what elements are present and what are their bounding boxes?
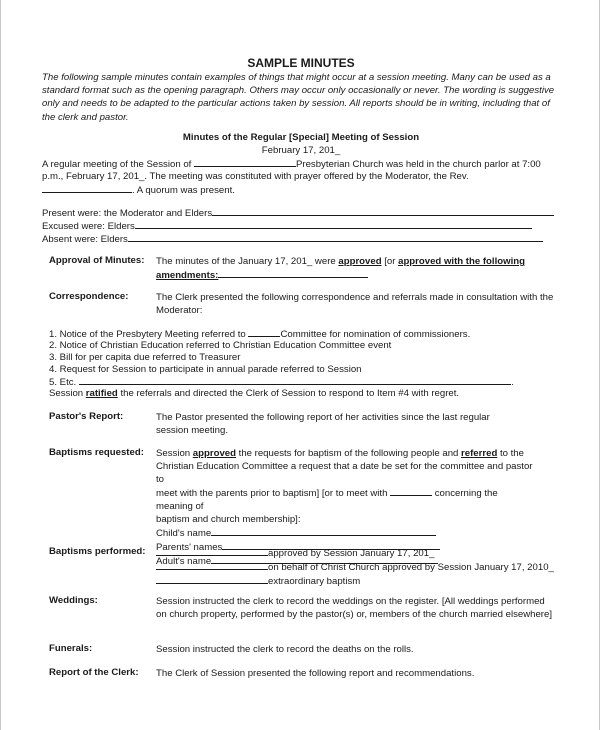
baptisms-performed-text: approved by Session January 17, 201_ on behalf of Christ Church approved by Session January 17, 2010_ extraordinary baptism (156, 546, 556, 588)
approval-label: Approval of Minutes: (49, 255, 145, 266)
funerals-text: Session instructed the clerk to record the deaths on the rolls. (156, 644, 414, 655)
meeting-date: February 17, 201_ (261, 145, 341, 156)
blank-line (135, 219, 532, 229)
funerals-label: Funerals: (49, 643, 93, 654)
correspondence-item-1: 1. Notice of the Presbytery Meeting referred to Committee for nomination of commissioners. (49, 329, 471, 340)
correspondence-text: The Clerk presented the following correspondence and referrals made in consultation with the Moderator: (156, 292, 554, 316)
blank-line (42, 183, 132, 193)
blank-line (212, 206, 554, 216)
blank-line (79, 375, 511, 385)
baptisms-requested-label: Baptisms requested: (49, 447, 144, 458)
blank-line (156, 560, 268, 570)
blank-line (156, 574, 268, 584)
weddings-text: Session instructed the clerk to record the weddings on the register. [All weddings performed on church property, performed by the pastor(s) or, members of the church married elsewhere] (156, 596, 553, 620)
opening-line-2: p.m., February 17, 201_. The meeting was constituted with prayer offered by the Moderator, the Rev. (42, 171, 469, 182)
pastor-text: The Pastor presented the following report of her activities since the last regular session meeting. (156, 412, 490, 436)
blank-line (211, 526, 436, 536)
meeting-title: Minutes of the Regular [Special] Meeting of Session (182, 132, 420, 143)
baptisms-performed-label: Baptisms performed: (49, 546, 146, 557)
correspondence-label: Correspondence: (49, 291, 129, 302)
document-title: SAMPLE MINUTES (247, 56, 355, 70)
excused-line: Excused were: Elders (42, 219, 532, 233)
present-line: Present were: the Moderator and Elders (42, 206, 554, 220)
correspondence-item-4: 4. Request for Session to participate in annual parade referred to Session (49, 364, 362, 375)
blank-line (194, 157, 296, 167)
ratified-line: Session ratified the referrals and directed the Clerk of Session to respond to Item #4 with regret. (49, 388, 460, 399)
approval-text: The minutes of the January 17, 201_ were approved [or approved with the following amendments: (156, 256, 525, 281)
correspondence-item-2: 2. Notice of Christian Education referred to Christian Education Committee event (49, 340, 392, 351)
opening-line-1: A regular meeting of the Session of Presbyterian Church was held in the church parlor at 7:00 (42, 159, 541, 170)
absent-line: Absent were: Elders (42, 232, 543, 246)
clerk-text: The Clerk of Session presented the following report and recommendations. (156, 668, 475, 679)
blank-line (156, 546, 268, 556)
correspondence-item-3: 3. Bill for per capita due referred to Treasurer (49, 352, 241, 363)
correspondence-item-5: 5. Etc. . (49, 377, 514, 388)
opening-line-3: . A quorum was present. (42, 183, 235, 197)
baptisms-requested-text: Session approved the requests for baptism of the following people and referred to the Christian Education Committee a request that a date be set for the committee and pastor to meet with the parents prior to baptism] [or to meet with concerning the meaning of baptism and church membership]: Child's name Parents' names Adult's name (156, 448, 533, 567)
intro-paragraph: The following sample minutes contain examples of things that might occur at a session meeting. Many can be used as a standard format such as the opening paragraph. Others may occur only occasionally or never. The wording is suggestive only and needs to be adapted to the particular actions taken by session. All reports should be in writing, including that of the clerk and pastor. (42, 72, 555, 123)
pastor-label: Pastor's Report: (49, 411, 124, 422)
blank-line (390, 486, 432, 496)
clerk-label: Report of the Clerk: (49, 667, 139, 678)
blank-line (128, 232, 543, 242)
weddings-label: Weddings: (49, 595, 98, 606)
blank-line (248, 327, 280, 337)
blank-line (218, 268, 368, 278)
